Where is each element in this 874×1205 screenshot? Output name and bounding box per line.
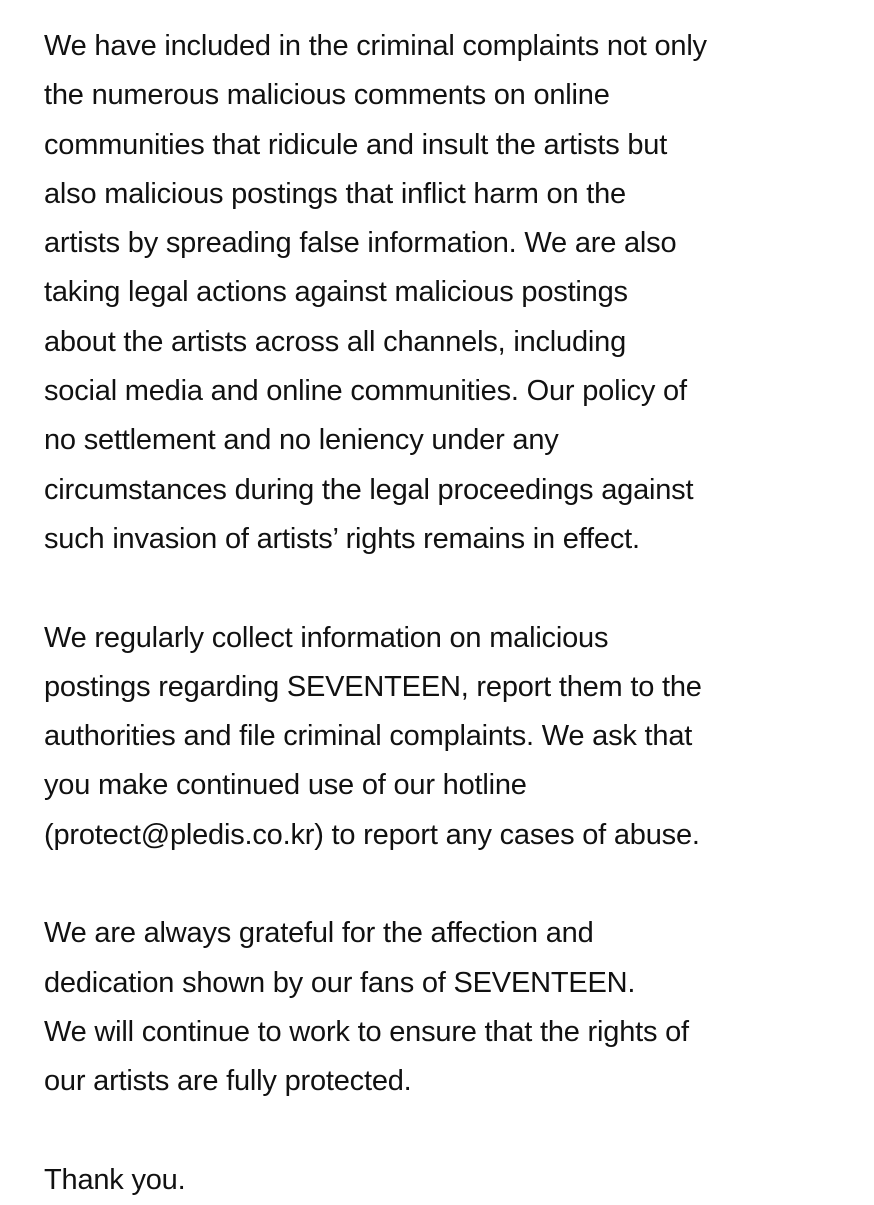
text-line: dedication shown by our fans of SEVENTEEN. — [44, 966, 636, 999]
text-line: authorities and file criminal complaints. We ask that — [44, 720, 693, 753]
text-line: We regularly collect information on malicious — [44, 621, 609, 654]
text-line: postings regarding SEVENTEEN, report them to the — [44, 670, 702, 703]
paragraph-hotline — [44, 614, 844, 860]
text-line: (protect@pledis.co.kr) to report any cases of abuse. — [44, 818, 700, 851]
text-line: our artists are fully protected. — [44, 1065, 412, 1098]
text-line: no settlement and no leniency under any — [44, 424, 559, 457]
text-line: We are always grateful for the affection and — [44, 917, 594, 950]
text-line: social media and online communities. Our policy of — [44, 375, 687, 408]
text-line: also malicious postings that inflict harm on the — [44, 177, 626, 210]
paragraph-spacer — [44, 564, 844, 613]
paragraph-spacer — [44, 1107, 844, 1156]
text-line: communities that ridicule and insult the artists but — [44, 128, 668, 161]
text-line: We will continue to work to ensure that the rights of — [44, 1015, 689, 1048]
paragraph-legal-actions — [44, 22, 844, 564]
text-line: taking legal actions against malicious postings — [44, 276, 628, 309]
text-line: Thank you. — [44, 1163, 186, 1196]
text-line: about the artists across all channels, including — [44, 325, 627, 358]
text-line: We have included in the criminal complaints not only — [44, 30, 707, 62]
text-line: you make continued use of our hotline — [44, 769, 527, 802]
paragraph-closing — [44, 1156, 844, 1205]
text-line: such invasion of artists’ rights remains in effect. — [44, 522, 640, 555]
paragraph-gratitude — [44, 909, 844, 1106]
statement-document — [44, 22, 844, 1205]
text-line: the numerous malicious comments on online — [44, 79, 610, 112]
text-line: circumstances during the legal proceedings against — [44, 473, 694, 506]
paragraph-spacer — [44, 860, 844, 909]
text-line: artists by spreading false information. We are also — [44, 227, 677, 260]
